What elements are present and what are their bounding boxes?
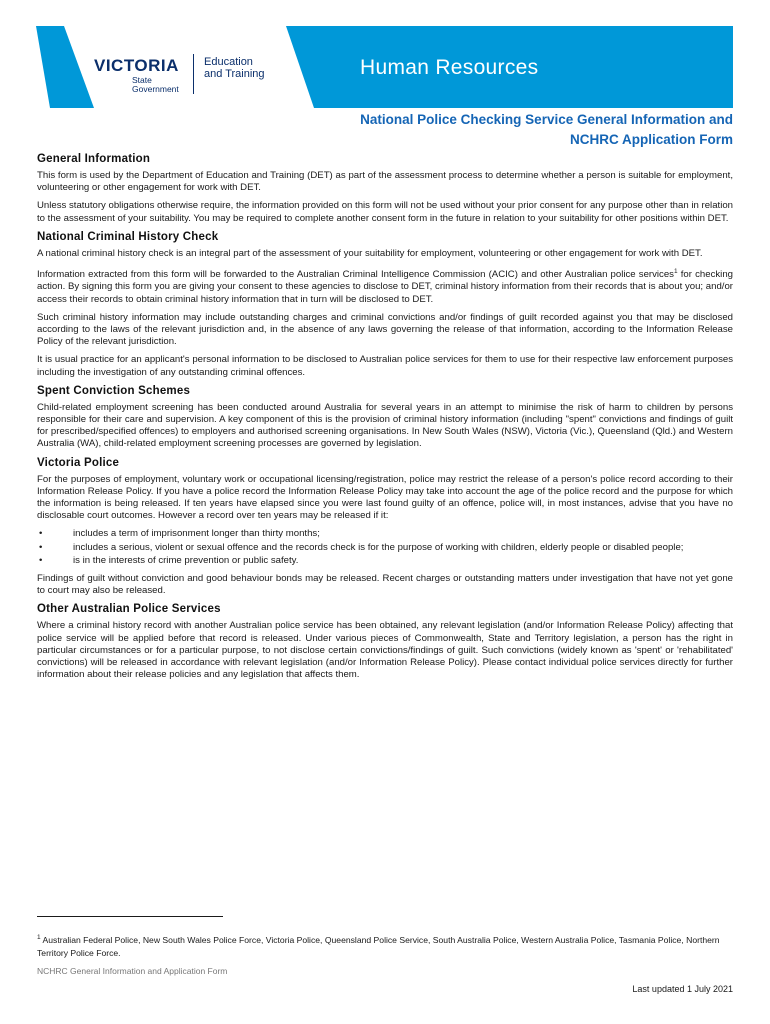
bullet-icon: • [39, 541, 43, 553]
logo-education-training: Education and Training [204, 56, 265, 80]
header-banner [36, 26, 733, 108]
list-item: • is in the interests of crime prevention or public safety. [39, 554, 299, 566]
paragraph: It is usual practice for an applicant's personal information to be disclosed to Australian police services for them to use for their respective law enforcement purposes including the investigation of any outstanding criminal offences. [37, 354, 733, 378]
page-title: National Police Checking Service General Information and NCHRC Application Form [360, 112, 733, 147]
paragraph: Unless statutory obligations otherwise require, the information provided on this form will not be used without your prior consent for any purpose other than in relation to the assessment of your suitability. You may be required to complete another consent form in the future in relation to your suitability for other positions within DET. [37, 200, 733, 224]
list-item: • includes a term of imprisonment longer than thirty months; [39, 528, 320, 540]
list-item: • includes a serious, violent or sexual offence and the records check is for the purpose of working with children, elderly people or disabled people; [39, 541, 684, 553]
paragraph: For the purposes of employment, voluntary work or occupational licensing/registration, police may restrict the release of a person's police record according to their Information Release Policy. If you have a police record the Information Release Policy may take into account the age of the police record and the purpose for which the information is being released. If ten years have elapsed since you were last found guilty of an offence, police will, in most instances, advise that you have no disclosable court outcomes. However a record over ten years may be released if it: [37, 473, 733, 522]
section-heading-general: General Information [37, 153, 151, 165]
logo-victoria-text: VICTORIA [94, 56, 179, 75]
bullet-icon: • [39, 554, 43, 566]
paragraph: A national criminal history check is an integral part of the assessment of your suitability for employment, volunteering or other engagement for work with DET. [37, 247, 703, 259]
bullet-icon: • [39, 528, 43, 540]
footer-document-name: NCHRC General Information and Application Form [37, 966, 228, 976]
section-heading-victoria: Victoria Police [37, 456, 120, 469]
paragraph: Child-related employment screening has been conducted around Australia for several years in an attempt to minimise the risk of harm to children by persons responsible for their care and supervision. A key component of this is the provision of criminal history information (including "spent" convictions and findings of guilt for prescribed/specified offences) to employers and authorised screening organisations. In New South Wales (NSW), Victoria (Vic.), Queensland (Qld.) and Western Australia (WA), child-related employment screening processes are governed by legislation. [37, 401, 733, 450]
bullet-list [37, 528, 733, 567]
footer-last-updated: Last updated 1 July 2021 [632, 984, 733, 994]
paragraph: Findings of guilt without conviction and good behaviour bonds may be released. Recent charges or outstanding matters under investigation that have not yet gone to court may also be released. [37, 573, 733, 597]
section-heading-spent: Spent Conviction Schemes [37, 384, 191, 397]
footnote-divider [37, 916, 223, 917]
logo-state-government: State Government [132, 75, 179, 94]
section-heading-other: Other Australian Police Services [37, 603, 221, 616]
paragraph: Information extracted from this form will be forwarded to the Australian Criminal Intelligence Commission (ACIC) and other Australian police services$^1$ for checking action. By signing this form you are giving your consent to these agencies to disclose to DET, criminal history information from their records that is about you; and/or access their records to obtain criminal history information that in turn will be disclosed to DET. [37, 268, 733, 305]
document-body [37, 153, 733, 687]
paragraph: This form is used by the Department of Education and Training (DET) as part of the assessment process to determine whether a person is suitable for employment, volunteering or other engagement for work with DET. [37, 170, 733, 194]
footnote: $^1$ Australian Federal Police, New South Wales Police Force, Victoria Police, Queensland Police Service, South Australia Police, Western Australia Police, Tasmania Police, Northern Territory Police Force. [37, 934, 720, 958]
section-heading-national: National Criminal History Check [37, 230, 219, 243]
footnote-reference: 1 [673, 268, 678, 276]
paragraph: Such criminal history information may include outstanding charges and criminal convictions and/or findings of guilt recorded against you that may be disclosed according to the laws of the relevant jurisdiction and, in the absence of any laws governing the release of that information, according to the Information Release Policy of the relevant jurisdiction. [37, 311, 733, 348]
paragraph: Where a criminal history record with another Australian police service has been obtained, any relevant legislation (and/or Information Release Policy) affecting that police service will be applied before that record is released. Under various pieces of Commonwealth, State and Territory legislation, a person has the right in particular circumstances or for a particular purpose, to not disclose certain convictions/findings of guilt. Such convictions (widely known as 'spent' or 'rehabilitated' convictions) will be released in accordance with relevant legislation (and/or Information Release Policy). Please contact individual police services directly for further information about their release policies and any legislation that affects them. [37, 620, 733, 681]
logo-divider [193, 54, 194, 94]
banner-title: Human Resources [360, 56, 539, 79]
